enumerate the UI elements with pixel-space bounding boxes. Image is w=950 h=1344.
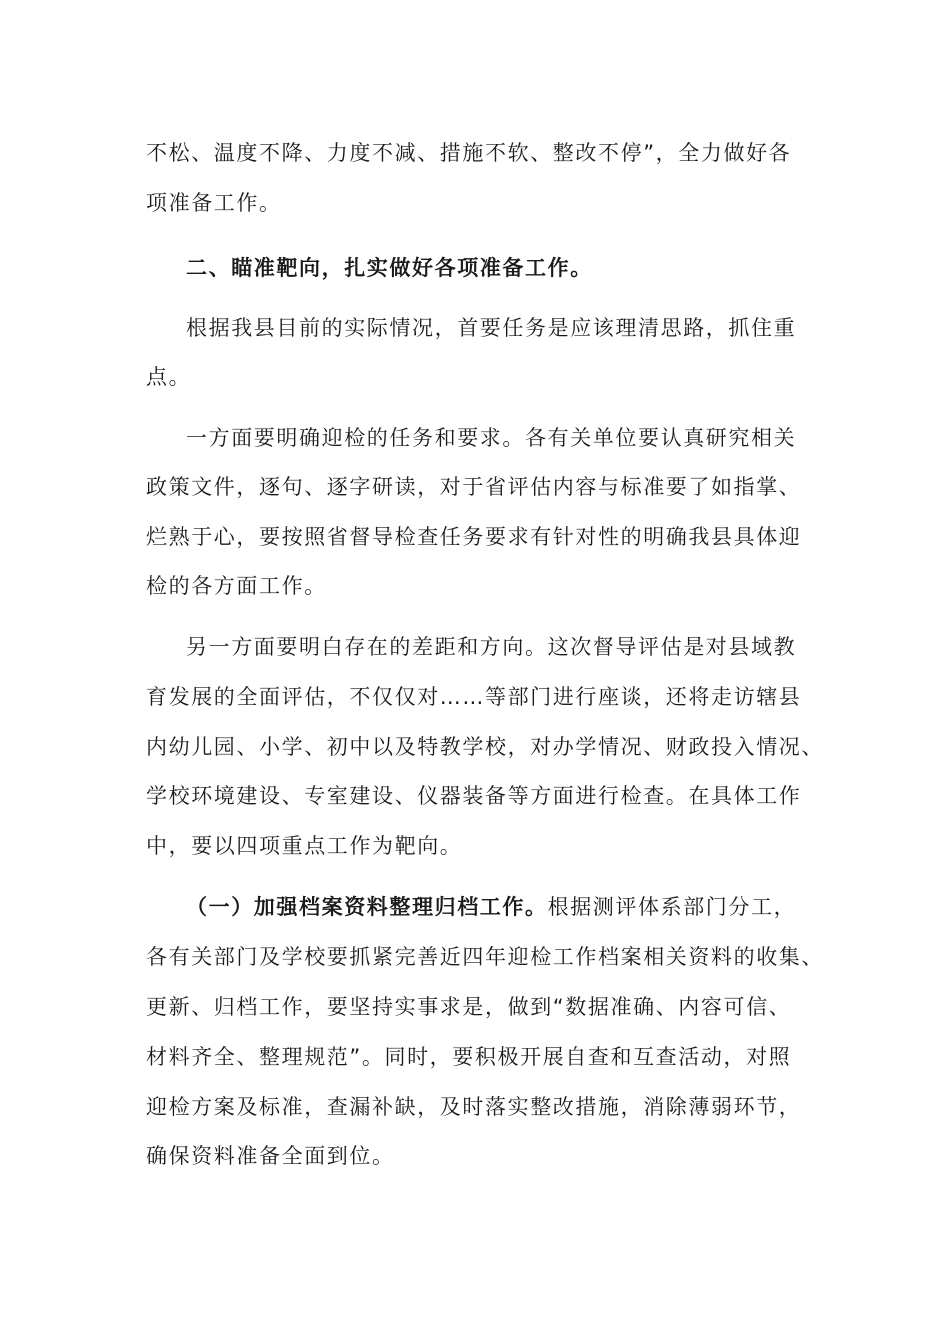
body-text-line: 更新、归档工作，要坚持实事求是，做到“数据准确、内容可信、 [146,995,792,1019]
body-text-line: 检的各方面工作。 [146,574,327,598]
body-text-line: 项准备工作。 [146,191,282,215]
body-text-line: 材料齐全、整理规范”。同时，要积极开展自查和互查活动，对照 [146,1045,792,1069]
body-text-line: 一方面要明确迎检的任务和要求。各有关单位要认真研究相关 [186,426,797,450]
body-text-line: 迎检方案及标准，查漏补缺，及时落实整改措施，消除薄弱环节， [146,1095,802,1119]
body-text-line: 另一方面要明白存在的差距和方向。这次督导评估是对县域教 [186,635,797,659]
body-text-line: 学校环境建设、专室建设、仪器装备等方面进行检查。在具体工作 [146,784,802,808]
body-text-line: 点。 [146,365,192,389]
section-heading: 二、瞄准靶向，扎实做好各项准备工作。 [186,256,593,280]
body-text-line: 不松、温度不降、力度不减、措施不软、整改不停”，全力做好各 [146,141,792,165]
body-text-line: 育发展的全面评估，不仅仅对……等部门进行座谈，还将走访辖县 [146,685,802,709]
body-text-line: 中，要以四项重点工作为靶向。 [146,834,463,858]
body-text-line: 政策文件，逐句、逐字研读，对于省评估内容与标准要了如指掌、 [146,475,802,499]
body-text-line [186,892,796,922]
body-text-line: 各有关部门及学校要抓紧完善近四年迎检工作档案相关资料的收集、 [146,945,824,969]
subsection-lead: （一）加强档案资料整理归档工作。 [186,895,548,919]
body-text-span: 根据测评体系部门分工， [547,895,797,919]
body-text-line: 根据我县目前的实际情况，首要任务是应该理清思路，抓住重 [186,316,797,340]
body-text-line: 确保资料准备全面到位。 [146,1144,395,1168]
body-text-line: 内幼儿园、小学、初中以及特教学校，对办学情况、财政投入情况、 [146,735,824,759]
body-text-line: 烂熟于心，要按照省督导检查任务要求有针对性的明确我县具体迎 [146,525,802,549]
